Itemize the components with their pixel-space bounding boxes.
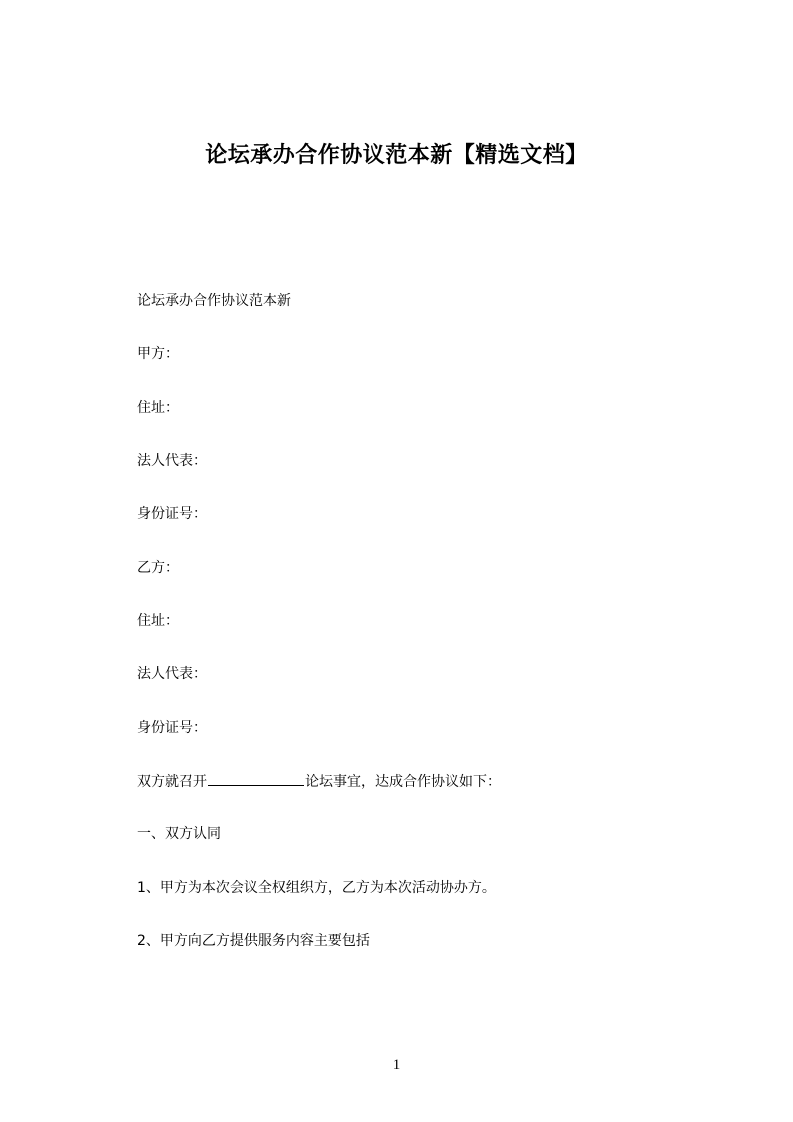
page-title: 论坛承办合作协议范本新【精选文档】 — [205, 143, 588, 168]
party-b-legal-rep-label: 法人代表： — [137, 666, 207, 682]
intro-after-blank: 论坛事宜，达成合作协议如下： — [305, 774, 501, 790]
party-a-id-number-label: 身份证号： — [137, 506, 207, 522]
section-heading: 一、双方认同 — [137, 826, 221, 842]
party-a-legal-rep-label: 法人代表： — [137, 453, 207, 469]
intro-line — [137, 771, 501, 792]
party-b-label: 乙方： — [137, 560, 179, 576]
clause-2: 2、甲方向乙方提供服务内容主要包括 — [137, 933, 370, 949]
subtitle-line: 论坛承办合作协议范本新 — [137, 293, 291, 309]
forum-name-blank — [208, 771, 304, 786]
clause-1: 1、甲方为本次会议全权组织方，乙方为本次活动协办方。 — [137, 880, 496, 896]
party-b-id-number-label: 身份证号： — [137, 720, 207, 736]
page-number: 1 — [392, 1057, 401, 1073]
party-a-address-label: 住址： — [137, 400, 179, 416]
party-b-address-label: 住址： — [137, 613, 179, 629]
intro-before-blank: 双方就召开 — [137, 774, 207, 790]
party-a-label: 甲方： — [137, 346, 179, 362]
